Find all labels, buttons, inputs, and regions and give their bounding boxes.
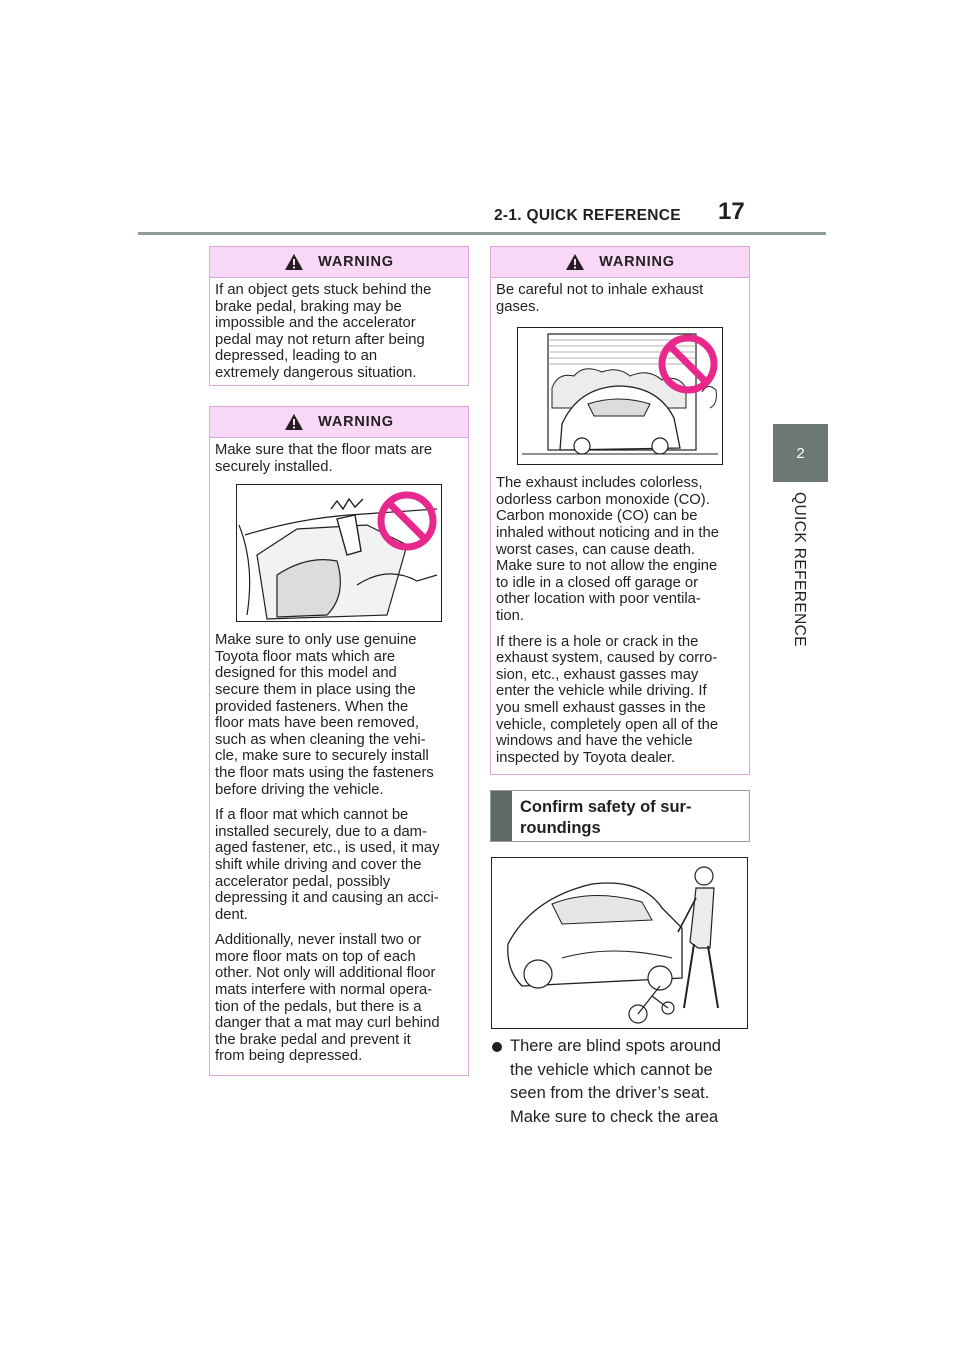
warning-paragraph: Make sure to only use genuine Toyota floor mats which are designed for this model and secure them in place using the provided fasteners. When the floor mats have been removed, such as when cleaning the vehi- cle, make sure to securely install the floor mats using the fasteners before driving the vehicle. (215, 632, 434, 798)
warning-paragraph: If there is a hole or crack in the exhaust system, caused by corro- sion, etc., exhaust gasses may enter the vehicle while driving. If you smell exhaust gasses in the vehicle, completely open all of the windows and have the vehicle inspected by Toyota dealer. (496, 633, 719, 766)
chapter-label: QUICK REFERENCE (791, 492, 808, 647)
warning-paragraph: Additionally, never install two or more floor mats on top of each other. Not only will additional floor mats interfere with normal opera- tion of the pedals, but there is a danger that a mat may curl behind the brake pedal and prevent it from being depressed. (215, 932, 440, 1065)
warning-triangle-icon (565, 253, 585, 271)
section-bar (491, 791, 512, 841)
warning-paragraph: If a floor mat which cannot be installed securely, due to a dam- aged fastener, etc., is used, it may shift while driving and cover the accelerator pedal, possibly depressing it and causing an acci- dent. (215, 807, 440, 923)
bullet-text: There are blind spots around the vehicle which cannot be seen from the driver’s seat. Make sure to check the area (510, 1037, 721, 1126)
warning-intro: Make sure that the floor mats are securely installed. (215, 442, 433, 475)
warning-header (210, 407, 468, 438)
chapter-number: 2 (796, 444, 805, 462)
running-header-section: 2-1. QUICK REFERENCE (494, 207, 681, 224)
section-heading (490, 790, 750, 842)
bullet-icon (492, 1042, 502, 1052)
blind-spot-illustration (491, 857, 748, 1029)
warning-paragraph: The exhaust includes colorless, odorless carbon monoxide (CO). Carbon monoxide (CO) can be inhaled without noticing and in the worst cases, can cause death. Make sure to not allow the engine to idle in a closed off garage or other location with poor ventila- tion. (496, 475, 719, 624)
warning-box-exhaust (490, 246, 750, 775)
section-title: Confirm safety of sur- roundings (520, 798, 692, 837)
list-item (492, 1035, 752, 1129)
warning-box-pedal (209, 246, 469, 386)
garage-exhaust-illustration (517, 327, 723, 465)
warning-triangle-icon (284, 413, 304, 431)
warning-title: WARNING (318, 414, 394, 430)
warning-header (210, 247, 468, 278)
header-divider (138, 232, 826, 235)
warning-text: If an object gets stuck behind the brake pedal, braking may be impossible and the accelerator pedal may not return after being depressed, leading to an extremely dangerous situation. (215, 282, 432, 381)
warning-title: WARNING (599, 254, 675, 270)
warning-box-floor-mats (209, 406, 469, 1076)
floor-mat-illustration (236, 484, 442, 622)
warning-title: WARNING (318, 254, 394, 270)
warning-triangle-icon (284, 253, 304, 271)
warning-intro: Be careful not to inhale exhaust gases. (496, 282, 704, 315)
page-number: 17 (718, 198, 745, 225)
chapter-tab (773, 424, 828, 482)
warning-header (491, 247, 749, 278)
